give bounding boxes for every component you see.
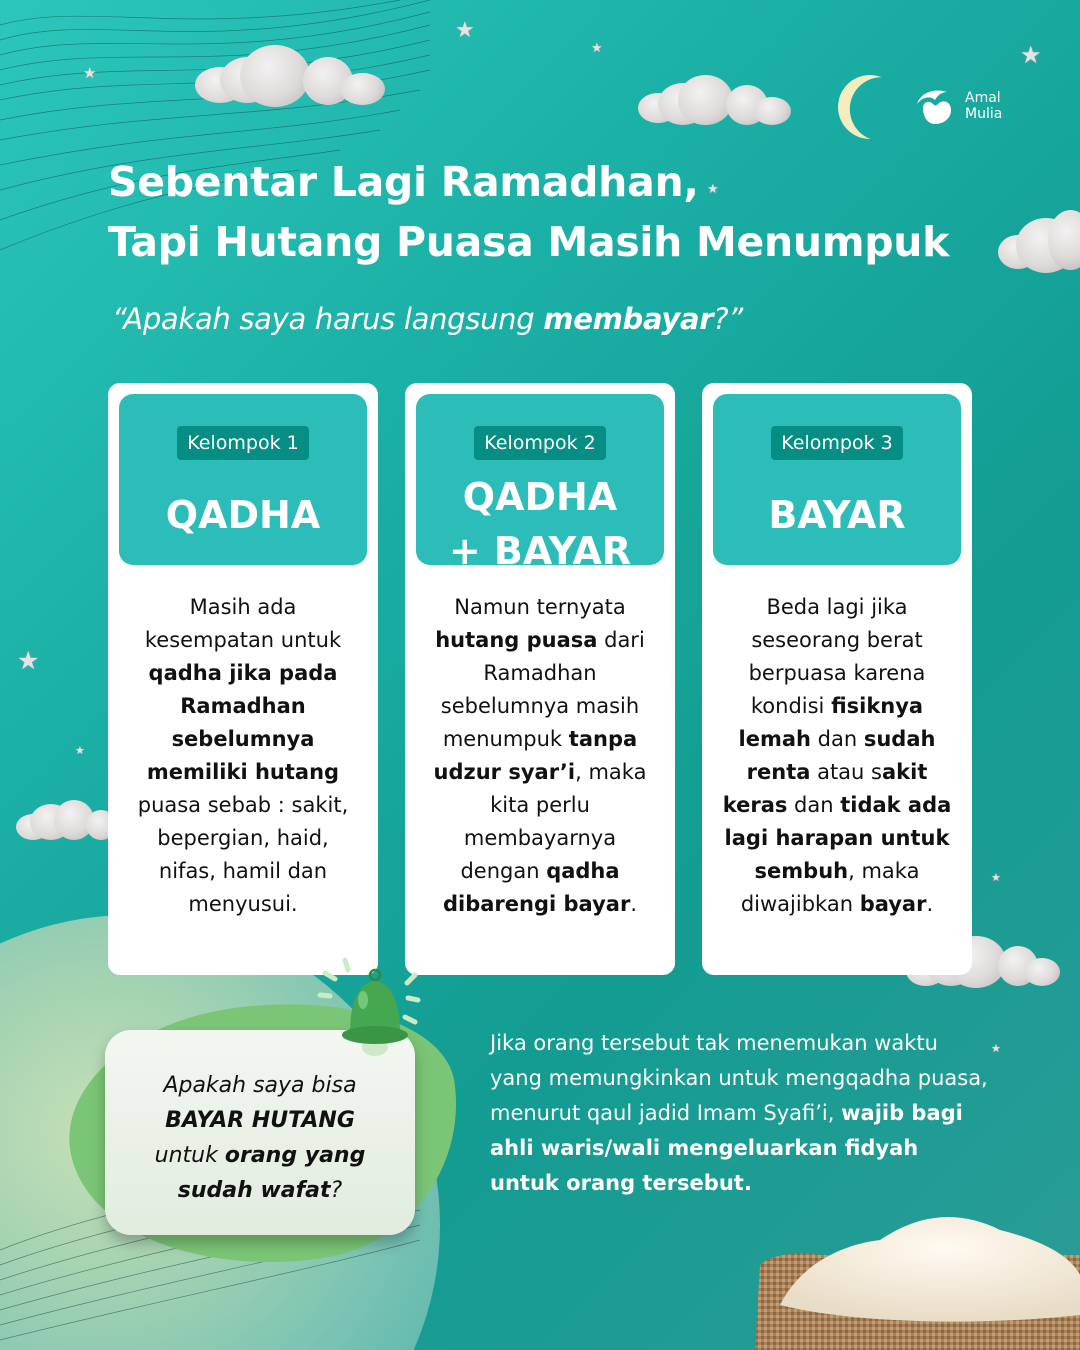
body-text: Masih ada kesempatan untuk xyxy=(144,595,342,652)
body-text: dan xyxy=(810,727,864,751)
card-title: BAYAR xyxy=(768,493,906,537)
question-line1: Apakah saya bisa xyxy=(163,1072,357,1098)
body-text: , maka diwajibkan xyxy=(740,859,920,916)
fidyah-note xyxy=(490,1026,990,1201)
question-line2: BAYAR HUTANG xyxy=(165,1107,355,1133)
cloud-icon xyxy=(195,45,395,105)
star-icon: ★ xyxy=(591,41,603,56)
note-bold: wajib bagi ahli waris/wali mengeluarkan fidyah untuk orang tersebut. xyxy=(490,1101,963,1195)
body-text-bold: akit keras xyxy=(722,760,928,817)
body-text: dan xyxy=(787,793,841,817)
card-title xyxy=(449,470,631,578)
question-line4-bold: sudah wafat xyxy=(177,1177,331,1203)
body-text-bold: bayar xyxy=(859,892,927,916)
brand-name xyxy=(965,90,1002,122)
body-text-bold: qadha dibarengi bayar xyxy=(443,859,631,916)
body-text: . xyxy=(926,892,934,916)
card-title-line2: + BAYAR xyxy=(448,529,632,573)
brand-name-line1: Amal xyxy=(965,90,1001,106)
star-icon: ★ xyxy=(707,182,719,197)
question-line4-suffix: ? xyxy=(330,1177,343,1203)
body-text: Beda lagi jika seseorang berat berpuasa karena kondisi xyxy=(748,595,926,718)
group-tag: Kelompok 1 xyxy=(177,426,308,460)
question-line3-bold: orang yang xyxy=(224,1142,366,1168)
body-text: . xyxy=(630,892,637,916)
title-line1: Sebentar Lagi Ramadhan, xyxy=(108,158,699,206)
question-line3-prefix: untuk xyxy=(154,1142,225,1168)
star-icon: ★ xyxy=(83,64,97,82)
star-icon: ★ xyxy=(75,744,85,757)
subtitle-prefix: “Apakah saya harus langsung xyxy=(112,302,544,336)
card-title: QADHA xyxy=(165,493,321,537)
subtitle-question xyxy=(112,302,743,336)
cloud-icon xyxy=(998,210,1080,275)
group-tag: Kelompok 3 xyxy=(771,426,902,460)
rice-sack-image xyxy=(740,1195,1080,1350)
star-icon: ★ xyxy=(991,871,1001,884)
body-text-bold: qadha jika pada Ramadhan sebelumnya memiliki hutang xyxy=(146,661,340,784)
body-text-bold: fisiknya lemah xyxy=(738,694,924,751)
group-card-2 xyxy=(405,383,675,975)
group-card-3 xyxy=(702,383,972,975)
body-text: atau s xyxy=(810,760,882,784)
card-header xyxy=(713,394,961,565)
crescent-moon-icon xyxy=(833,70,907,144)
body-text: Namun ternyata xyxy=(454,595,626,619)
body-text-bold: hutang puasa xyxy=(435,628,598,652)
star-icon: ★ xyxy=(991,1042,1001,1055)
star-icon: ★ xyxy=(1020,41,1042,69)
star-icon: ★ xyxy=(455,18,475,43)
cloud-icon xyxy=(638,75,793,125)
body-text: dari Ramadhan sebelumnya masih menumpuk xyxy=(440,628,645,751)
group-tag: Kelompok 2 xyxy=(474,426,605,460)
star-icon: ★ xyxy=(17,646,40,675)
group-card-1 xyxy=(108,383,378,975)
subtitle-suffix: ?” xyxy=(713,302,744,336)
amal-mulia-logo-icon xyxy=(915,86,955,126)
body-text-bold: tidak ada lagi harapan untuk sembuh xyxy=(724,793,952,883)
body-text-bold: tanpa udzur syar’i xyxy=(433,727,638,784)
brand-name-line2: Mulia xyxy=(965,106,1003,122)
card-title-line1: QADHA xyxy=(462,475,618,519)
subtitle-bold: membayar xyxy=(543,302,714,336)
body-text: , maka kita perlu membayarnya dengan xyxy=(460,760,647,883)
brand-logo xyxy=(915,86,1002,126)
note-text: Jika orang tersebut tak menemukan waktu yang memungkinkan untuk mengqadha puasa, menurut qaul jadid Imam Syafi’i, xyxy=(490,1031,988,1125)
body-text-bold: sudah renta xyxy=(746,727,936,784)
card-body xyxy=(423,591,657,921)
body-text: puasa sebab : sakit, bepergian, haid, nifas, hamil dan menyusui. xyxy=(137,793,349,916)
card-header xyxy=(416,394,664,573)
cloud-icon xyxy=(16,800,111,842)
page-title xyxy=(108,152,949,272)
card-body xyxy=(720,591,954,921)
card-header xyxy=(119,394,367,565)
title-line2: Tapi Hutang Puasa Masih Menumpuk xyxy=(108,218,950,266)
bell-icon xyxy=(305,955,435,1065)
card-body xyxy=(126,591,360,921)
